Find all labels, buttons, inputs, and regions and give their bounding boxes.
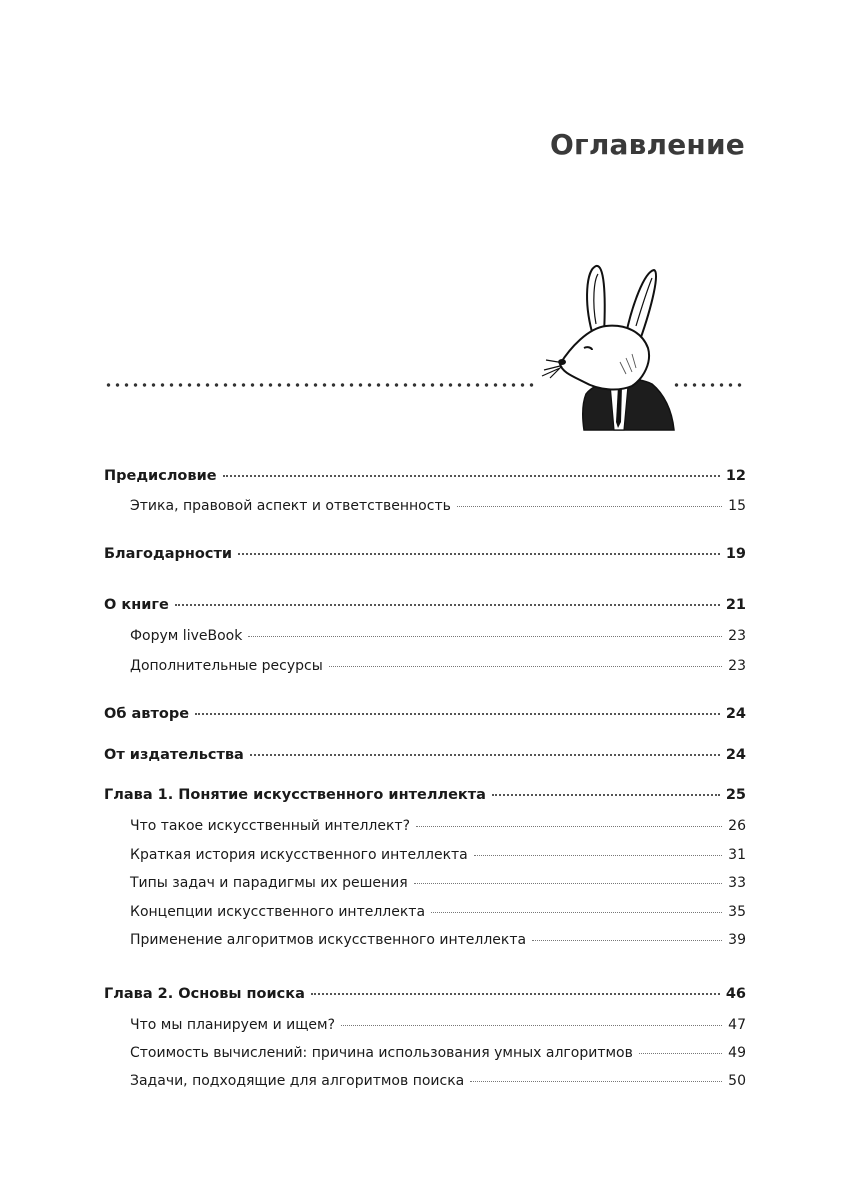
toc-entry[interactable] xyxy=(104,1073,746,1089)
toc-entry-title: Что мы планируем и ищем? xyxy=(130,1017,336,1033)
toc-entry-page: 50 xyxy=(728,1073,746,1089)
toc-entry-page: 21 xyxy=(725,597,746,613)
dot-leader xyxy=(470,1081,722,1082)
dot-leader xyxy=(457,506,722,507)
toc-entry-title: Задачи, подходящие для алгоритмов поиска xyxy=(130,1073,465,1089)
toc-entry-title: Глава 2. Основы поиска xyxy=(104,986,305,1002)
toc-entry[interactable] xyxy=(104,468,746,484)
toc-entry[interactable] xyxy=(104,932,746,948)
toc-entry-page: 23 xyxy=(728,658,746,674)
toc-entry-page: 26 xyxy=(728,818,746,834)
dot-leader xyxy=(195,713,720,715)
dot-leader xyxy=(248,636,722,637)
dot-leader xyxy=(175,604,720,606)
dot-leader xyxy=(414,883,722,884)
dotted-divider-left xyxy=(104,382,534,388)
toc-entry-title: Стоимость вычислений: причина использования умных алгоритмов xyxy=(130,1045,633,1061)
toc-entry-page: 15 xyxy=(728,498,746,514)
dot-leader xyxy=(492,794,720,796)
toc-entry-page: 12 xyxy=(725,468,746,484)
toc-entry-title: Форум liveBook xyxy=(130,628,243,644)
toc-entry-title: Об авторе xyxy=(104,706,190,722)
page-title: Оглавление xyxy=(549,128,745,161)
toc-entry[interactable] xyxy=(104,787,746,803)
toc-entry[interactable] xyxy=(104,546,746,562)
toc-entry-title: От издательства xyxy=(104,747,244,763)
toc-entry-title: Типы задач и парадигмы их решения xyxy=(130,875,408,891)
toc-entry-page: 33 xyxy=(728,875,746,891)
toc-entry[interactable] xyxy=(104,904,746,920)
toc-entry-page: 47 xyxy=(728,1017,746,1033)
toc-entry-page: 23 xyxy=(728,628,746,644)
toc-entry[interactable] xyxy=(104,747,746,763)
dot-leader xyxy=(639,1053,722,1054)
toc-entry-title: Концепции искусственного интеллекта xyxy=(130,904,426,920)
toc-entry[interactable] xyxy=(104,986,746,1002)
toc-entry-title: Предисловие xyxy=(104,468,217,484)
toc-entry[interactable] xyxy=(104,1017,746,1033)
dot-leader xyxy=(223,475,720,477)
toc-entry-page: 25 xyxy=(725,787,746,803)
toc-entry-title: Благодарности xyxy=(104,546,233,562)
dot-leader xyxy=(311,993,720,995)
toc-entry-title: Глава 1. Понятие искусственного интеллекта xyxy=(104,787,486,803)
toc-entry-title: Дополнительные ресурсы xyxy=(130,658,323,674)
toc-entry-page: 24 xyxy=(725,706,746,722)
toc-entry-title: О книге xyxy=(104,597,169,613)
toc-entry-title: Применение алгоритмов искусственного интеллекта xyxy=(130,932,527,948)
toc-entry-page: 35 xyxy=(728,904,746,920)
toc-entry-page: 24 xyxy=(725,747,746,763)
toc-entry[interactable] xyxy=(104,706,746,722)
toc-entry-page: 31 xyxy=(728,847,746,863)
dot-leader xyxy=(416,826,722,827)
toc-entry-title: Что такое искусственный интеллект? xyxy=(130,818,411,834)
dotted-divider-right xyxy=(672,382,746,388)
dot-leader xyxy=(341,1025,722,1026)
toc-entry[interactable] xyxy=(104,875,746,891)
toc-entry-page: 39 xyxy=(728,932,746,948)
toc-entry[interactable] xyxy=(104,658,746,674)
dot-leader xyxy=(532,940,722,941)
toc-entry-page: 19 xyxy=(725,546,746,562)
toc-entry[interactable] xyxy=(104,628,746,644)
toc-entry[interactable] xyxy=(104,498,746,514)
dot-leader xyxy=(474,855,722,856)
dot-leader xyxy=(250,754,720,756)
toc-entry[interactable] xyxy=(104,1045,746,1061)
toc-entry[interactable] xyxy=(104,818,746,834)
toc-entry[interactable] xyxy=(104,847,746,863)
toc-entry[interactable] xyxy=(104,597,746,613)
toc-entry-title: Этика, правовой аспект и ответственность xyxy=(130,498,451,514)
toc-entry-page: 49 xyxy=(728,1045,746,1061)
dot-leader xyxy=(238,553,720,555)
dot-leader xyxy=(431,912,722,913)
rabbit-mascot-illustration xyxy=(540,262,680,434)
dot-leader xyxy=(329,666,722,667)
toc-entry-page: 46 xyxy=(725,986,746,1002)
toc-entry-title: Краткая история искусственного интеллекта xyxy=(130,847,468,863)
